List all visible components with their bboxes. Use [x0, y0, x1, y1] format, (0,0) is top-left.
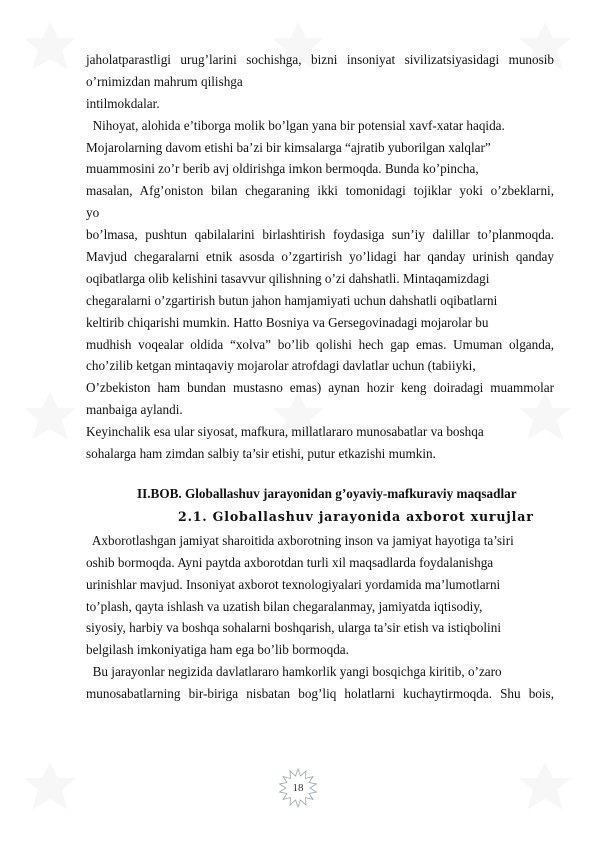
- text-line: belgilash imkoniyatiga ham ega bo’lib bormoqda.: [86, 642, 349, 658]
- watermark-seal: [515, 760, 575, 820]
- text-line: Keyinchalik esa ular siyosat, mafkura, millatlararo munosabatlar va boshqa: [86, 424, 484, 440]
- text-line: keltirib chiqarishi mumkin. Hatto Bosniya va Gersegovinadagi mojarolar bu: [86, 314, 489, 330]
- page-number: 18: [292, 782, 304, 794]
- text-line: intilmokdalar.: [86, 95, 160, 111]
- text-line: bo’lmasa, pushtun qabilalarini birlashtirish foydasiga sun’iy dalillar to’planmoqda.: [86, 227, 554, 243]
- page-body: [86, 49, 554, 705]
- watermark-seal: [20, 390, 80, 450]
- text-line: masalan, Afg’oniston bilan chegaraning ikki tomonidagi tojiklar yoki o’zbeklarni,: [86, 183, 554, 199]
- text-line: O’zbekiston ham bundan mustasno emas) aynan hozir keng doiradagi muammolar: [86, 380, 554, 396]
- text-line: jaholatparastligi urug’larini sochishga, bizni insoniyat sivilizatsiyasidagi munosib: [86, 52, 554, 67]
- text-line: cho’zilib ketgan mintaqaviy mojarolar atrofdagi davlatlar uchun (tabiiyki,: [86, 358, 476, 374]
- text-line: oshib bormoqda. Ayni paytda axborotdan turli xil maqsadlarda foydalanishga: [86, 554, 494, 570]
- text-line: Axborotlashgan jamiyat sharoitida axborotning inson va jamiyat hayotiga ta’siri: [86, 532, 514, 548]
- text-line: oqibatlarga olib kelishini tasavvur qilishning o’zi dahshatli. Mintaqamizdagi: [86, 270, 490, 286]
- watermark-seal: [20, 20, 80, 80]
- text-line: sohalarga ham zimdan salbiy ta’sir etishi, putur etkazishi mumkin.: [86, 446, 436, 462]
- page-number-badge: [278, 768, 318, 808]
- text-line: chegaralarni o’zgartirish butun jahon hamjamiyati uchun dahshatli oqibatlarni: [86, 292, 498, 308]
- text-line: muammosini zo’r berib avj oldirishga imkon bermoqda. Bunda ko’pincha,: [86, 161, 479, 177]
- text-line: urinishlar mavjud. Insoniyat axborot texnologiyalari yordamida ma’lumotlarni: [86, 576, 501, 592]
- text-line: Nihoyat, alohida e’tiborga molik bo’lgan yana bir potensial xavf-xatar haqida.: [86, 117, 505, 133]
- text-line: o’rnimizdan mahrum qilishga: [86, 73, 243, 89]
- watermark-seal: [20, 760, 80, 820]
- text-line: yo: [86, 205, 100, 221]
- section-heading: 2.1. Globallashuv jarayonida axborot xurujlar: [178, 508, 534, 524]
- text-line: manbaiga aylandi.: [86, 402, 183, 418]
- text-line: Bu jarayonlar negizida davlatlararo hamkorlik yangi bosqichga kiritib, o’zaro: [86, 664, 502, 680]
- text-line: Mavjud chegaralarni etnik asosda o’zgartirish yo’lidagi har qanday urinish qanday: [86, 249, 554, 265]
- text-line: siyosiy, harbiy va boshqa sohalarni boshqarish, ularga ta’sir etish va istiqbolini: [86, 620, 501, 636]
- chapter-heading: II.BOB. Globallashuv jarayonidan g’oyaviy-mafkuraviy maqsadlar: [137, 485, 517, 501]
- text-line: Mojarolarning davom etishi ba’zi bir kimsalarga “ajratib yuborilgan xalqlar”: [86, 139, 491, 155]
- text-line: to’plash, qayta ishlash va uzatish bilan chegaralanmay, jamiyatda iqtisodiy,: [86, 598, 483, 614]
- text-line: munosabatlarning bir-biriga nisbatan bog’liq holatlarni kuchaytirmoqda. Shu bois,: [86, 686, 554, 702]
- text-line: mudhish voqealar oldida “xolva” bo’lib qolishi hech gap emas. Umuman olganda,: [86, 336, 554, 352]
